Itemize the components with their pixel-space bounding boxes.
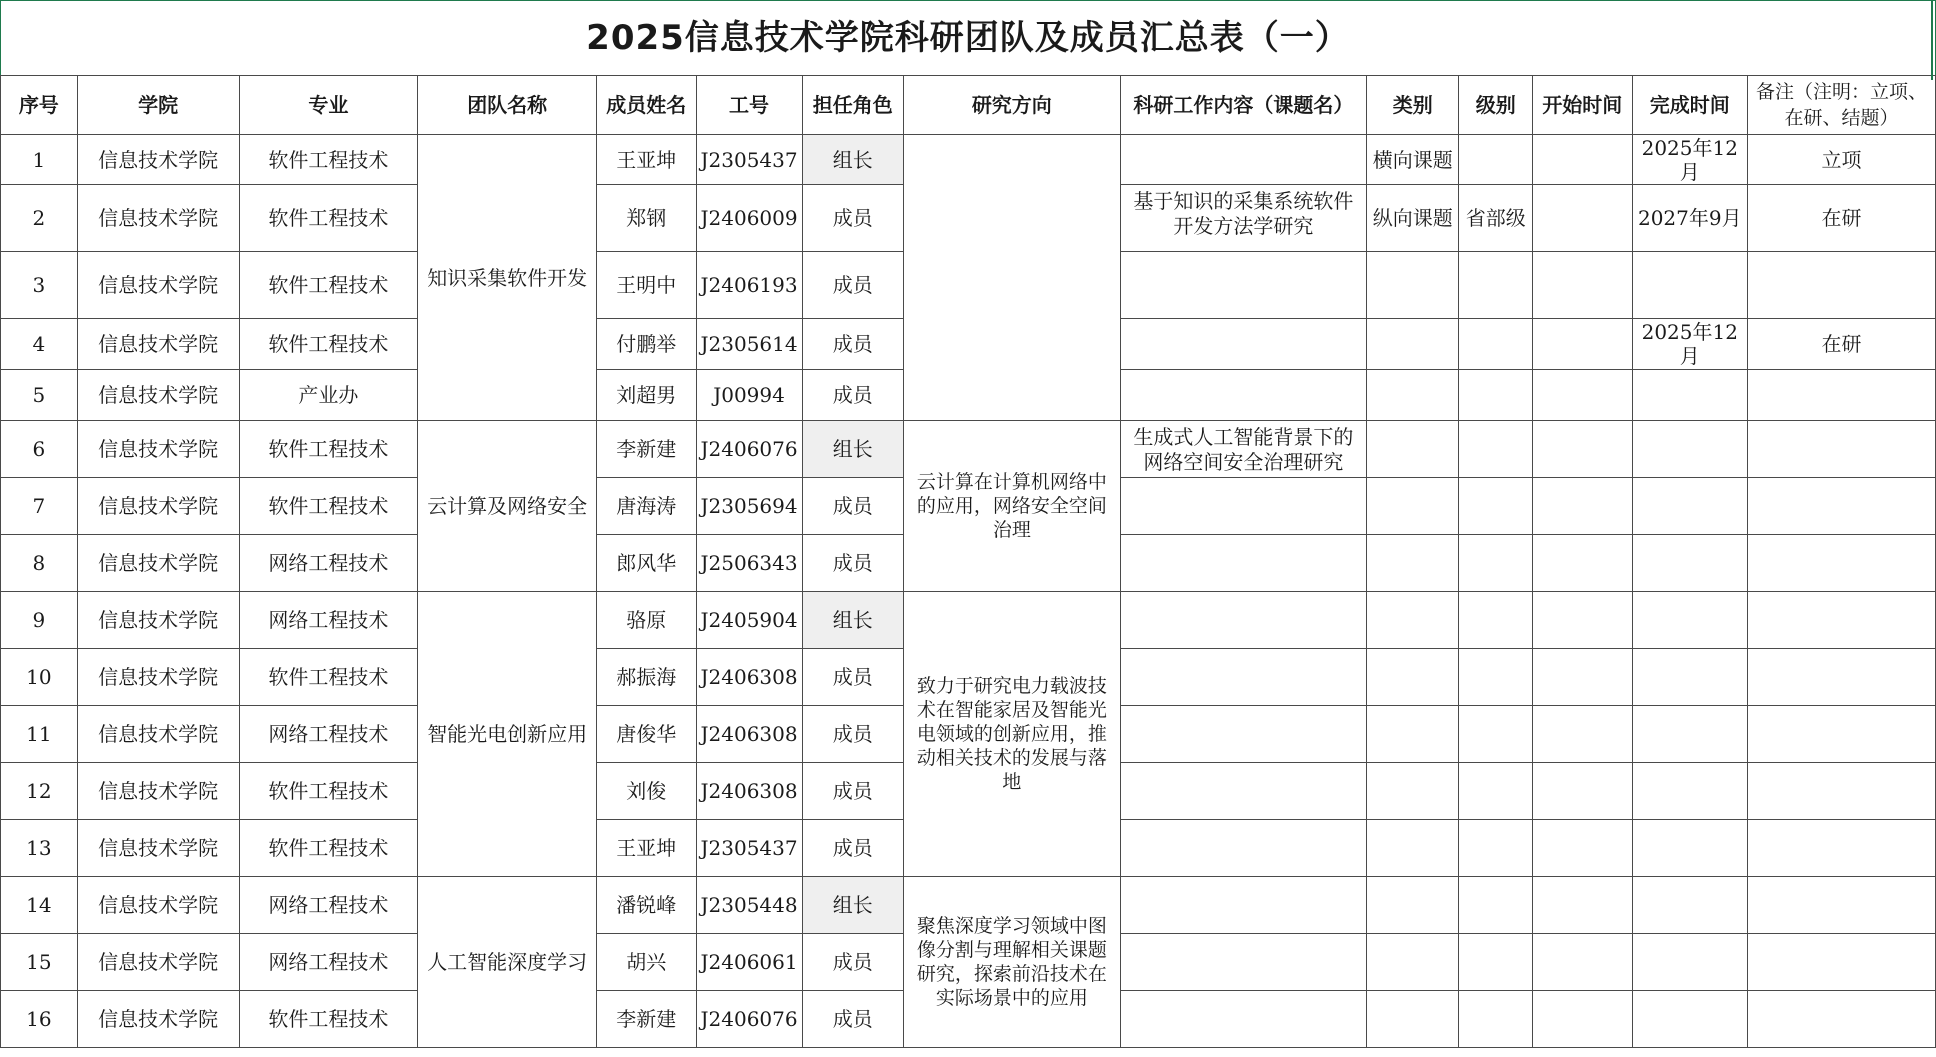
header-role[interactable]: 担任角色 xyxy=(802,76,903,135)
cell-category[interactable] xyxy=(1367,877,1459,934)
cell-content[interactable]: 基于知识的采集系统软件开发方法学研究 xyxy=(1120,185,1366,252)
header-member[interactable]: 成员姓名 xyxy=(597,76,696,135)
cell-college[interactable]: 信息技术学院 xyxy=(77,370,239,421)
header-id[interactable]: 工号 xyxy=(696,76,802,135)
cell-start[interactable] xyxy=(1533,185,1632,252)
cell-category[interactable] xyxy=(1367,649,1459,706)
cell-finish[interactable] xyxy=(1632,592,1748,649)
cell-content[interactable] xyxy=(1120,991,1366,1048)
cell-note[interactable] xyxy=(1748,478,1936,535)
cell-role[interactable]: 组长 xyxy=(802,592,903,649)
cell-content[interactable] xyxy=(1120,370,1366,421)
cell-major[interactable]: 网络工程技术 xyxy=(239,535,418,592)
cell-category[interactable] xyxy=(1367,370,1459,421)
table-body xyxy=(1,135,1936,1048)
cell-college[interactable]: 信息技术学院 xyxy=(77,421,239,478)
table-row xyxy=(1,135,1936,185)
cell-category[interactable] xyxy=(1367,763,1459,820)
header-start[interactable]: 开始时间 xyxy=(1533,76,1632,135)
header-level[interactable]: 级别 xyxy=(1459,76,1533,135)
cell-role[interactable]: 成员 xyxy=(802,649,903,706)
cell-seq[interactable]: 13 xyxy=(1,820,78,877)
cell-category[interactable]: 横向课题 xyxy=(1367,135,1459,185)
cell-finish[interactable]: 2027年9月 xyxy=(1632,185,1748,252)
cell-direction[interactable]: 聚焦深度学习领域中图像分割与理解相关课题研究，探索前沿技术在实际场景中的应用 xyxy=(904,877,1121,1048)
header-team[interactable]: 团队名称 xyxy=(418,76,597,135)
cell-role[interactable]: 成员 xyxy=(802,820,903,877)
cell-major[interactable]: 软件工程技术 xyxy=(239,421,418,478)
cell-category[interactable] xyxy=(1367,592,1459,649)
cell-direction[interactable]: 云计算在计算机网络中的应用，网络安全空间治理 xyxy=(904,421,1121,592)
cell-member[interactable]: 骆原 xyxy=(597,592,696,649)
selection-edge xyxy=(1931,0,1933,80)
cell-seq[interactable]: 1 xyxy=(1,135,78,185)
cell-role[interactable]: 成员 xyxy=(802,763,903,820)
cell-category[interactable] xyxy=(1367,991,1459,1048)
cell-level[interactable] xyxy=(1459,478,1533,535)
cell-member[interactable]: 王亚坤 xyxy=(597,820,696,877)
cell-role[interactable]: 成员 xyxy=(802,478,903,535)
cell-college[interactable]: 信息技术学院 xyxy=(77,252,239,319)
cell-note[interactable] xyxy=(1748,763,1936,820)
cell-start[interactable] xyxy=(1533,877,1632,934)
cell-content[interactable] xyxy=(1120,319,1366,370)
cell-content[interactable] xyxy=(1120,877,1366,934)
cell-level[interactable] xyxy=(1459,319,1533,370)
cell-member[interactable]: 王明中 xyxy=(597,252,696,319)
cell-level[interactable] xyxy=(1459,421,1533,478)
cell-member[interactable]: 郝振海 xyxy=(597,649,696,706)
header-seq[interactable]: 序号 xyxy=(1,76,78,135)
cell-major[interactable]: 软件工程技术 xyxy=(239,319,418,370)
cell-start[interactable] xyxy=(1533,252,1632,319)
header-college[interactable]: 学院 xyxy=(77,76,239,135)
cell-note[interactable] xyxy=(1748,877,1936,934)
cell-seq[interactable]: 15 xyxy=(1,934,78,991)
cell-level[interactable] xyxy=(1459,592,1533,649)
cell-content[interactable] xyxy=(1120,592,1366,649)
cell-id[interactable]: J00994 xyxy=(696,370,802,421)
cell-major[interactable]: 网络工程技术 xyxy=(239,592,418,649)
header-note-line2: 在研、结题） xyxy=(1784,107,1899,129)
cell-note[interactable] xyxy=(1748,421,1936,478)
cell-major[interactable]: 网络工程技术 xyxy=(239,877,418,934)
cell-member[interactable]: 郎风华 xyxy=(597,535,696,592)
cell-content[interactable] xyxy=(1120,535,1366,592)
cell-category[interactable] xyxy=(1367,478,1459,535)
cell-content[interactable] xyxy=(1120,649,1366,706)
cell-college[interactable]: 信息技术学院 xyxy=(77,478,239,535)
cell-id[interactable]: J2305437 xyxy=(696,820,802,877)
cell-major[interactable]: 软件工程技术 xyxy=(239,478,418,535)
cell-id[interactable]: J2406061 xyxy=(696,934,802,991)
cell-finish[interactable]: 2025年12月 xyxy=(1632,135,1748,185)
table-title[interactable]: 2025信息技术学院科研团队及成员汇总表（一） xyxy=(1,1,1936,76)
cell-major[interactable]: 网络工程技术 xyxy=(239,934,418,991)
cell-role[interactable]: 成员 xyxy=(802,934,903,991)
cell-id[interactable]: J2406009 xyxy=(696,185,802,252)
cell-seq[interactable]: 4 xyxy=(1,319,78,370)
cell-seq[interactable]: 3 xyxy=(1,252,78,319)
cell-finish[interactable] xyxy=(1632,370,1748,421)
cell-finish[interactable] xyxy=(1632,535,1748,592)
cell-id[interactable]: J2406076 xyxy=(696,421,802,478)
cell-category[interactable] xyxy=(1367,535,1459,592)
cell-direction[interactable]: 致力于研究电力载波技术在智能家居及智能光电领域的创新应用，推动相关技术的发展与落地 xyxy=(904,592,1121,877)
cell-major[interactable]: 软件工程技术 xyxy=(239,820,418,877)
cell-member[interactable]: 刘俊 xyxy=(597,763,696,820)
cell-member[interactable]: 潘锐峰 xyxy=(597,877,696,934)
cell-note[interactable] xyxy=(1748,535,1936,592)
cell-finish[interactable]: 2025年12月 xyxy=(1632,319,1748,370)
cell-role[interactable]: 成员 xyxy=(802,706,903,763)
cell-college[interactable]: 信息技术学院 xyxy=(77,135,239,185)
cell-id[interactable]: J2305614 xyxy=(696,319,802,370)
cell-category[interactable] xyxy=(1367,421,1459,478)
cell-role[interactable]: 组长 xyxy=(802,421,903,478)
cell-note[interactable]: 立项 xyxy=(1748,135,1936,185)
cell-category[interactable] xyxy=(1367,820,1459,877)
table-row xyxy=(1,421,1936,478)
cell-level[interactable] xyxy=(1459,252,1533,319)
cell-seq[interactable]: 7 xyxy=(1,478,78,535)
cell-level[interactable] xyxy=(1459,820,1533,877)
header-row xyxy=(1,76,1936,135)
cell-role[interactable]: 成员 xyxy=(802,991,903,1048)
cell-level[interactable] xyxy=(1459,877,1533,934)
cell-id[interactable]: J2406193 xyxy=(696,252,802,319)
cell-major[interactable]: 产业办 xyxy=(239,370,418,421)
cell-role[interactable]: 成员 xyxy=(802,319,903,370)
header-category[interactable]: 类别 xyxy=(1367,76,1459,135)
cell-category[interactable] xyxy=(1367,252,1459,319)
cell-level[interactable] xyxy=(1459,649,1533,706)
cell-college[interactable]: 信息技术学院 xyxy=(77,649,239,706)
cell-id[interactable]: J2406308 xyxy=(696,706,802,763)
cell-start[interactable] xyxy=(1533,820,1632,877)
cell-category[interactable]: 纵向课题 xyxy=(1367,185,1459,252)
cell-role[interactable]: 成员 xyxy=(802,185,903,252)
cell-finish[interactable] xyxy=(1632,421,1748,478)
cell-college[interactable]: 信息技术学院 xyxy=(77,991,239,1048)
cell-team-name[interactable]: 人工智能深度学习 xyxy=(418,877,597,1048)
cell-role[interactable]: 成员 xyxy=(802,535,903,592)
cell-seq[interactable]: 2 xyxy=(1,185,78,252)
cell-id[interactable]: J2305437 xyxy=(696,135,802,185)
table-row xyxy=(1,592,1936,649)
cell-member[interactable]: 李新建 xyxy=(597,991,696,1048)
cell-member[interactable]: 胡兴 xyxy=(597,934,696,991)
header-note-line1: 备注（注明：立项、 xyxy=(1756,81,1928,103)
cell-finish[interactable] xyxy=(1632,763,1748,820)
cell-major[interactable]: 软件工程技术 xyxy=(239,252,418,319)
cell-member[interactable]: 唐俊华 xyxy=(597,706,696,763)
cell-level[interactable] xyxy=(1459,934,1533,991)
cell-content[interactable] xyxy=(1120,820,1366,877)
cell-id[interactable]: J2405904 xyxy=(696,592,802,649)
cell-member[interactable]: 王亚坤 xyxy=(597,135,696,185)
cell-finish[interactable] xyxy=(1632,478,1748,535)
header-direction[interactable]: 研究方向 xyxy=(904,76,1121,135)
cell-college[interactable]: 信息技术学院 xyxy=(77,934,239,991)
cell-member[interactable]: 郑钢 xyxy=(597,185,696,252)
cell-start[interactable] xyxy=(1533,135,1632,185)
cell-start[interactable] xyxy=(1533,649,1632,706)
cell-content[interactable] xyxy=(1120,706,1366,763)
cell-level[interactable] xyxy=(1459,763,1533,820)
cell-note[interactable] xyxy=(1748,934,1936,991)
cell-start[interactable] xyxy=(1533,592,1632,649)
cell-college[interactable]: 信息技术学院 xyxy=(77,592,239,649)
cell-member[interactable]: 唐海涛 xyxy=(597,478,696,535)
cell-seq[interactable]: 6 xyxy=(1,421,78,478)
cell-content[interactable] xyxy=(1120,763,1366,820)
cell-note[interactable] xyxy=(1748,370,1936,421)
cell-id[interactable]: J2406076 xyxy=(696,991,802,1048)
cell-seq[interactable]: 11 xyxy=(1,706,78,763)
cell-note[interactable] xyxy=(1748,592,1936,649)
cell-major[interactable]: 软件工程技术 xyxy=(239,649,418,706)
cell-level[interactable] xyxy=(1459,535,1533,592)
cell-member[interactable]: 李新建 xyxy=(597,421,696,478)
cell-direction[interactable] xyxy=(904,135,1121,421)
cell-college[interactable]: 信息技术学院 xyxy=(77,706,239,763)
cell-seq[interactable]: 9 xyxy=(1,592,78,649)
cell-start[interactable] xyxy=(1533,535,1632,592)
cell-content[interactable] xyxy=(1120,478,1366,535)
cell-seq[interactable]: 14 xyxy=(1,877,78,934)
cell-role[interactable]: 组长 xyxy=(802,135,903,185)
cell-seq[interactable]: 12 xyxy=(1,763,78,820)
cell-college[interactable]: 信息技术学院 xyxy=(77,877,239,934)
cell-seq[interactable]: 5 xyxy=(1,370,78,421)
cell-id[interactable]: J2305694 xyxy=(696,478,802,535)
cell-level[interactable] xyxy=(1459,991,1533,1048)
cell-content[interactable] xyxy=(1120,252,1366,319)
cell-note[interactable] xyxy=(1748,991,1936,1048)
cell-id[interactable]: J2506343 xyxy=(696,535,802,592)
cell-note[interactable] xyxy=(1748,706,1936,763)
cell-college[interactable]: 信息技术学院 xyxy=(77,185,239,252)
cell-member[interactable]: 刘超男 xyxy=(597,370,696,421)
cell-finish[interactable] xyxy=(1632,649,1748,706)
cell-category[interactable] xyxy=(1367,934,1459,991)
cell-finish[interactable] xyxy=(1632,252,1748,319)
cell-finish[interactable] xyxy=(1632,820,1748,877)
cell-college[interactable]: 信息技术学院 xyxy=(77,319,239,370)
cell-start[interactable] xyxy=(1533,706,1632,763)
cell-note[interactable] xyxy=(1748,820,1936,877)
cell-note[interactable] xyxy=(1748,252,1936,319)
cell-role[interactable]: 成员 xyxy=(802,370,903,421)
cell-start[interactable] xyxy=(1533,478,1632,535)
cell-level[interactable] xyxy=(1459,706,1533,763)
cell-finish[interactable] xyxy=(1632,991,1748,1048)
cell-finish[interactable] xyxy=(1632,934,1748,991)
cell-major[interactable]: 软件工程技术 xyxy=(239,763,418,820)
cell-major[interactable]: 软件工程技术 xyxy=(239,991,418,1048)
cell-member[interactable]: 付鹏举 xyxy=(597,319,696,370)
table-row xyxy=(1,877,1936,934)
cell-team-name[interactable]: 知识采集软件开发 xyxy=(418,135,597,421)
cell-major[interactable]: 网络工程技术 xyxy=(239,706,418,763)
cell-role[interactable]: 组长 xyxy=(802,877,903,934)
cell-content[interactable] xyxy=(1120,934,1366,991)
cell-seq[interactable]: 10 xyxy=(1,649,78,706)
cell-start[interactable] xyxy=(1533,370,1632,421)
cell-level[interactable] xyxy=(1459,135,1533,185)
cell-role[interactable]: 成员 xyxy=(802,252,903,319)
cell-id[interactable]: J2406308 xyxy=(696,649,802,706)
cell-note[interactable]: 在研 xyxy=(1748,319,1936,370)
cell-start[interactable] xyxy=(1533,421,1632,478)
cell-seq[interactable]: 8 xyxy=(1,535,78,592)
cell-id[interactable]: J2305448 xyxy=(696,877,802,934)
cell-college[interactable]: 信息技术学院 xyxy=(77,763,239,820)
cell-finish[interactable] xyxy=(1632,877,1748,934)
cell-category[interactable] xyxy=(1367,706,1459,763)
cell-category[interactable] xyxy=(1367,319,1459,370)
header-major[interactable]: 专业 xyxy=(239,76,418,135)
cell-content[interactable] xyxy=(1120,135,1366,185)
header-note[interactable] xyxy=(1748,76,1936,135)
cell-finish[interactable] xyxy=(1632,706,1748,763)
cell-team-name[interactable]: 云计算及网络安全 xyxy=(418,421,597,592)
cell-major[interactable]: 软件工程技术 xyxy=(239,185,418,252)
cell-start[interactable] xyxy=(1533,934,1632,991)
cell-seq[interactable]: 16 xyxy=(1,991,78,1048)
cell-content[interactable]: 生成式人工智能背景下的网络空间安全治理研究 xyxy=(1120,421,1366,478)
cell-college[interactable]: 信息技术学院 xyxy=(77,820,239,877)
header-finish[interactable]: 完成时间 xyxy=(1632,76,1748,135)
cell-level[interactable]: 省部级 xyxy=(1459,185,1533,252)
cell-note[interactable]: 在研 xyxy=(1748,185,1936,252)
cell-team-name[interactable]: 智能光电创新应用 xyxy=(418,592,597,877)
cell-college[interactable]: 信息技术学院 xyxy=(77,535,239,592)
cell-start[interactable] xyxy=(1533,763,1632,820)
cell-start[interactable] xyxy=(1533,991,1632,1048)
header-content[interactable]: 科研工作内容（课题名） xyxy=(1120,76,1366,135)
cell-level[interactable] xyxy=(1459,370,1533,421)
cell-start[interactable] xyxy=(1533,319,1632,370)
cell-major[interactable]: 软件工程技术 xyxy=(239,135,418,185)
cell-id[interactable]: J2406308 xyxy=(696,763,802,820)
cell-note[interactable] xyxy=(1748,649,1936,706)
